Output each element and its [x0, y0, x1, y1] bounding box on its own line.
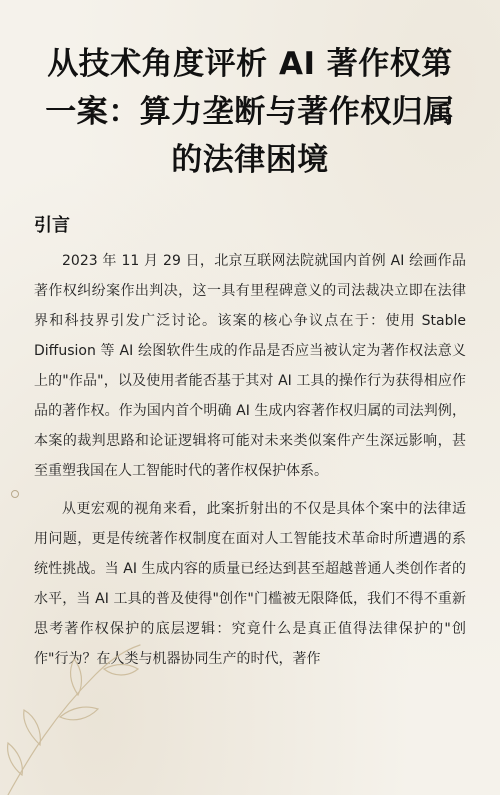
paragraph-2: 从更宏观的视角来看，此案折射出的不仅是具体个案中的法律适用问题，更是传统著作权制度在面对人工智能技术革命时所遭遇的系统性挑战。当 AI 生成内容的质量已经达到甚至超越普通人类创作者的水平，当 AI 工具的普及使得"创作"门槛被无限降低，我们不得不重新思考著作权保护的底层逻辑：究竟什么是真正值得法律保护的"创作"行为？在人类与机器协同生产的时代，著作: [34, 501, 466, 667]
document-title: 从技术角度评析 AI 著作权第一案：算力垄断与著作权归属的法律困境: [45, 46, 455, 178]
section-heading: 引言: [34, 215, 70, 236]
paragraph-1: 2023 年 11 月 29 日，北京互联网法院就国内首例 AI 绘画作品著作权纠纷案作出判决，这一具有里程碑意义的司法裁决立即在法律界和科技界引发广泛讨论。该案的核心争议点在于：使用 Stable Diffusion 等 AI 绘图软件生成的作品是否应当被认定为著作权法意义上的"作品"，以及使用者能否基于其对 AI 工具的操作行为获得相应作品的著作权。作为国内首个明确 AI 生成内容著作权归属的司法判例，本案的裁判思路和论证逻辑将可能对未来类似案件产生深远影响，甚至重塑我国在人工智能时代的著作权保护体系。: [34, 253, 466, 479]
margin-dot-decoration: [11, 490, 19, 498]
